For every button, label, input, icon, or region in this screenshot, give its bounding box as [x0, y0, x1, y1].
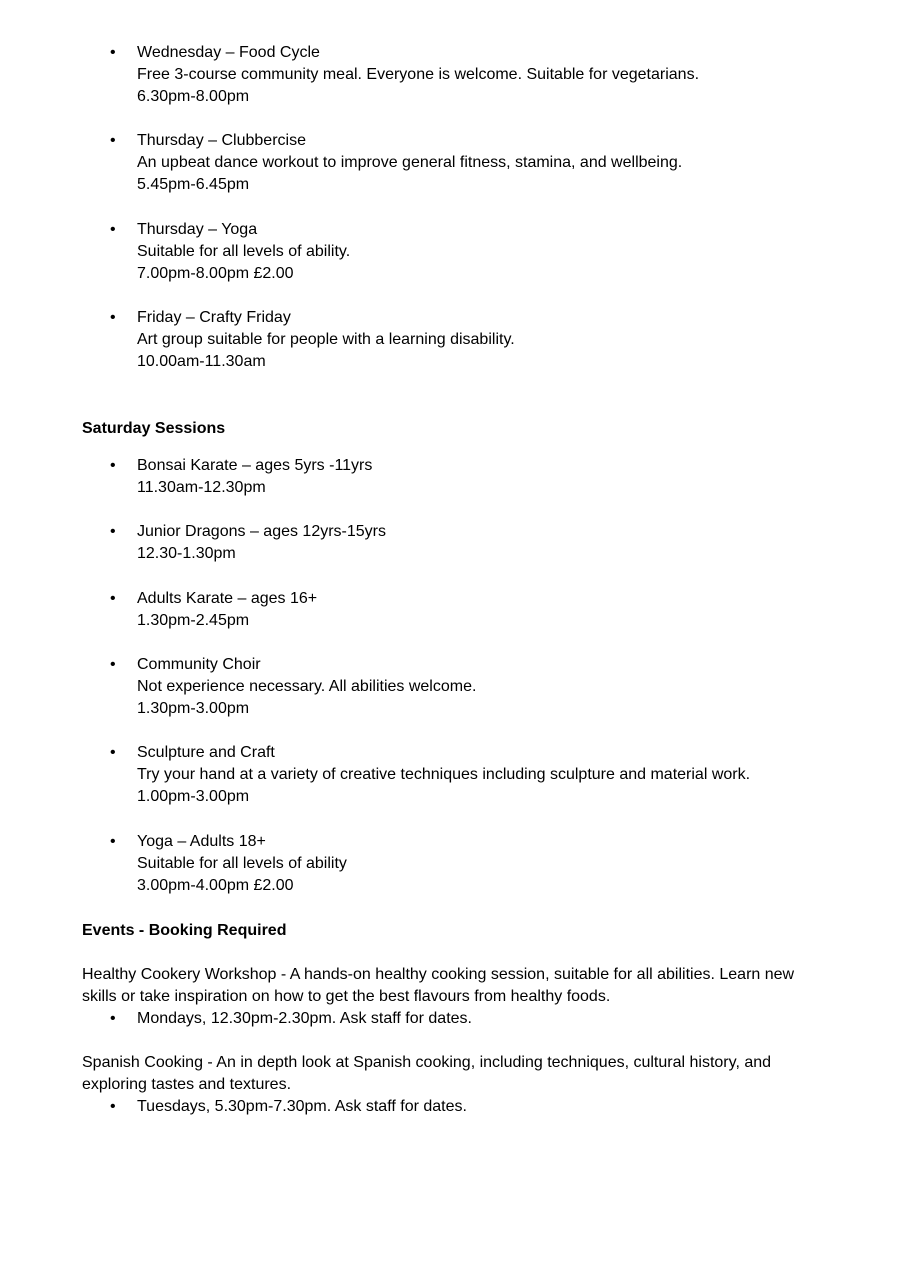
- event-description: Spanish Cooking - An in depth look at Spanish cooking, including techniques, cultural history, and exploring tastes and textures.: [82, 1054, 772, 1093]
- session-time: 11.30am-12.30pm: [137, 479, 266, 496]
- session-title: Junior Dragons – ages 12yrs-15yrs: [137, 523, 387, 540]
- bullet-icon: •: [110, 221, 116, 238]
- session-description: Suitable for all levels of ability: [137, 855, 347, 872]
- session-time: 6.30pm-8.00pm: [137, 88, 250, 105]
- session-description: An upbeat dance workout to improve general fitness, stamina, and wellbeing.: [137, 154, 683, 171]
- session-description: Free 3-course community meal. Everyone is welcome. Suitable for vegetarians.: [137, 66, 700, 83]
- list-item: [0, 307, 905, 373]
- bullet-icon: •: [110, 833, 116, 850]
- bullet-icon: •: [110, 309, 116, 326]
- list-item: [0, 521, 905, 565]
- list-item: [0, 588, 905, 632]
- bullet-icon: •: [110, 44, 116, 61]
- section-heading-saturday: Saturday Sessions: [82, 420, 226, 437]
- session-title: Wednesday – Food Cycle: [137, 44, 320, 61]
- session-title: Friday – Crafty Friday: [137, 309, 291, 326]
- bullet-icon: •: [110, 523, 116, 540]
- list-item: [0, 455, 905, 499]
- session-description: Not experience necessary. All abilities welcome.: [137, 678, 477, 695]
- session-title: Bonsai Karate – ages 5yrs -11yrs: [137, 457, 373, 474]
- session-time: 7.00pm-8.00pm £2.00: [137, 265, 294, 282]
- session-title: Thursday – Yoga: [137, 221, 258, 238]
- session-time: 3.00pm-4.00pm £2.00: [137, 877, 294, 894]
- bullet-icon: •: [110, 744, 116, 761]
- bullet-icon: •: [110, 590, 116, 607]
- session-title: Community Choir: [137, 656, 261, 673]
- bullet-icon: •: [110, 457, 116, 474]
- bullet-icon: •: [110, 132, 116, 149]
- bullet-icon: •: [110, 1098, 116, 1115]
- session-title: Adults Karate – ages 16+: [137, 590, 318, 607]
- event-when: Mondays, 12.30pm-2.30pm. Ask staff for dates.: [137, 1010, 472, 1027]
- session-title: Sculpture and Craft: [137, 744, 275, 761]
- event-description: Healthy Cookery Workshop - A hands-on healthy cooking session, suitable for all abilities. Learn new skills or take inspiration on how to get the best flavours from healthy foods.: [82, 966, 795, 1005]
- list-item: [0, 1096, 905, 1118]
- list-item: [0, 219, 905, 285]
- session-time: 12.30-1.30pm: [137, 545, 236, 562]
- session-title: Thursday – Clubbercise: [137, 132, 306, 149]
- session-time: 5.45pm-6.45pm: [137, 176, 250, 193]
- session-description: Try your hand at a variety of creative techniques including sculpture and material work.: [137, 766, 751, 783]
- event-when: Tuesdays, 5.30pm-7.30pm. Ask staff for dates.: [137, 1098, 467, 1115]
- list-item: [0, 831, 905, 897]
- session-description: Art group suitable for people with a learning disability.: [137, 331, 515, 348]
- bullet-icon: •: [110, 1010, 116, 1027]
- session-time: 10.00am-11.30am: [137, 353, 266, 370]
- session-title: Yoga – Adults 18+: [137, 833, 266, 850]
- list-item: [0, 742, 905, 808]
- bullet-icon: •: [110, 656, 116, 673]
- session-time: 1.00pm-3.00pm: [137, 788, 250, 805]
- list-item: [0, 1008, 905, 1030]
- session-description: Suitable for all levels of ability.: [137, 243, 351, 260]
- session-time: 1.30pm-3.00pm: [137, 700, 250, 717]
- section-heading-events: Events - Booking Required: [82, 922, 287, 939]
- list-item: [0, 42, 905, 108]
- list-item: [0, 130, 905, 196]
- session-time: 1.30pm-2.45pm: [137, 612, 250, 629]
- list-item: [0, 654, 905, 720]
